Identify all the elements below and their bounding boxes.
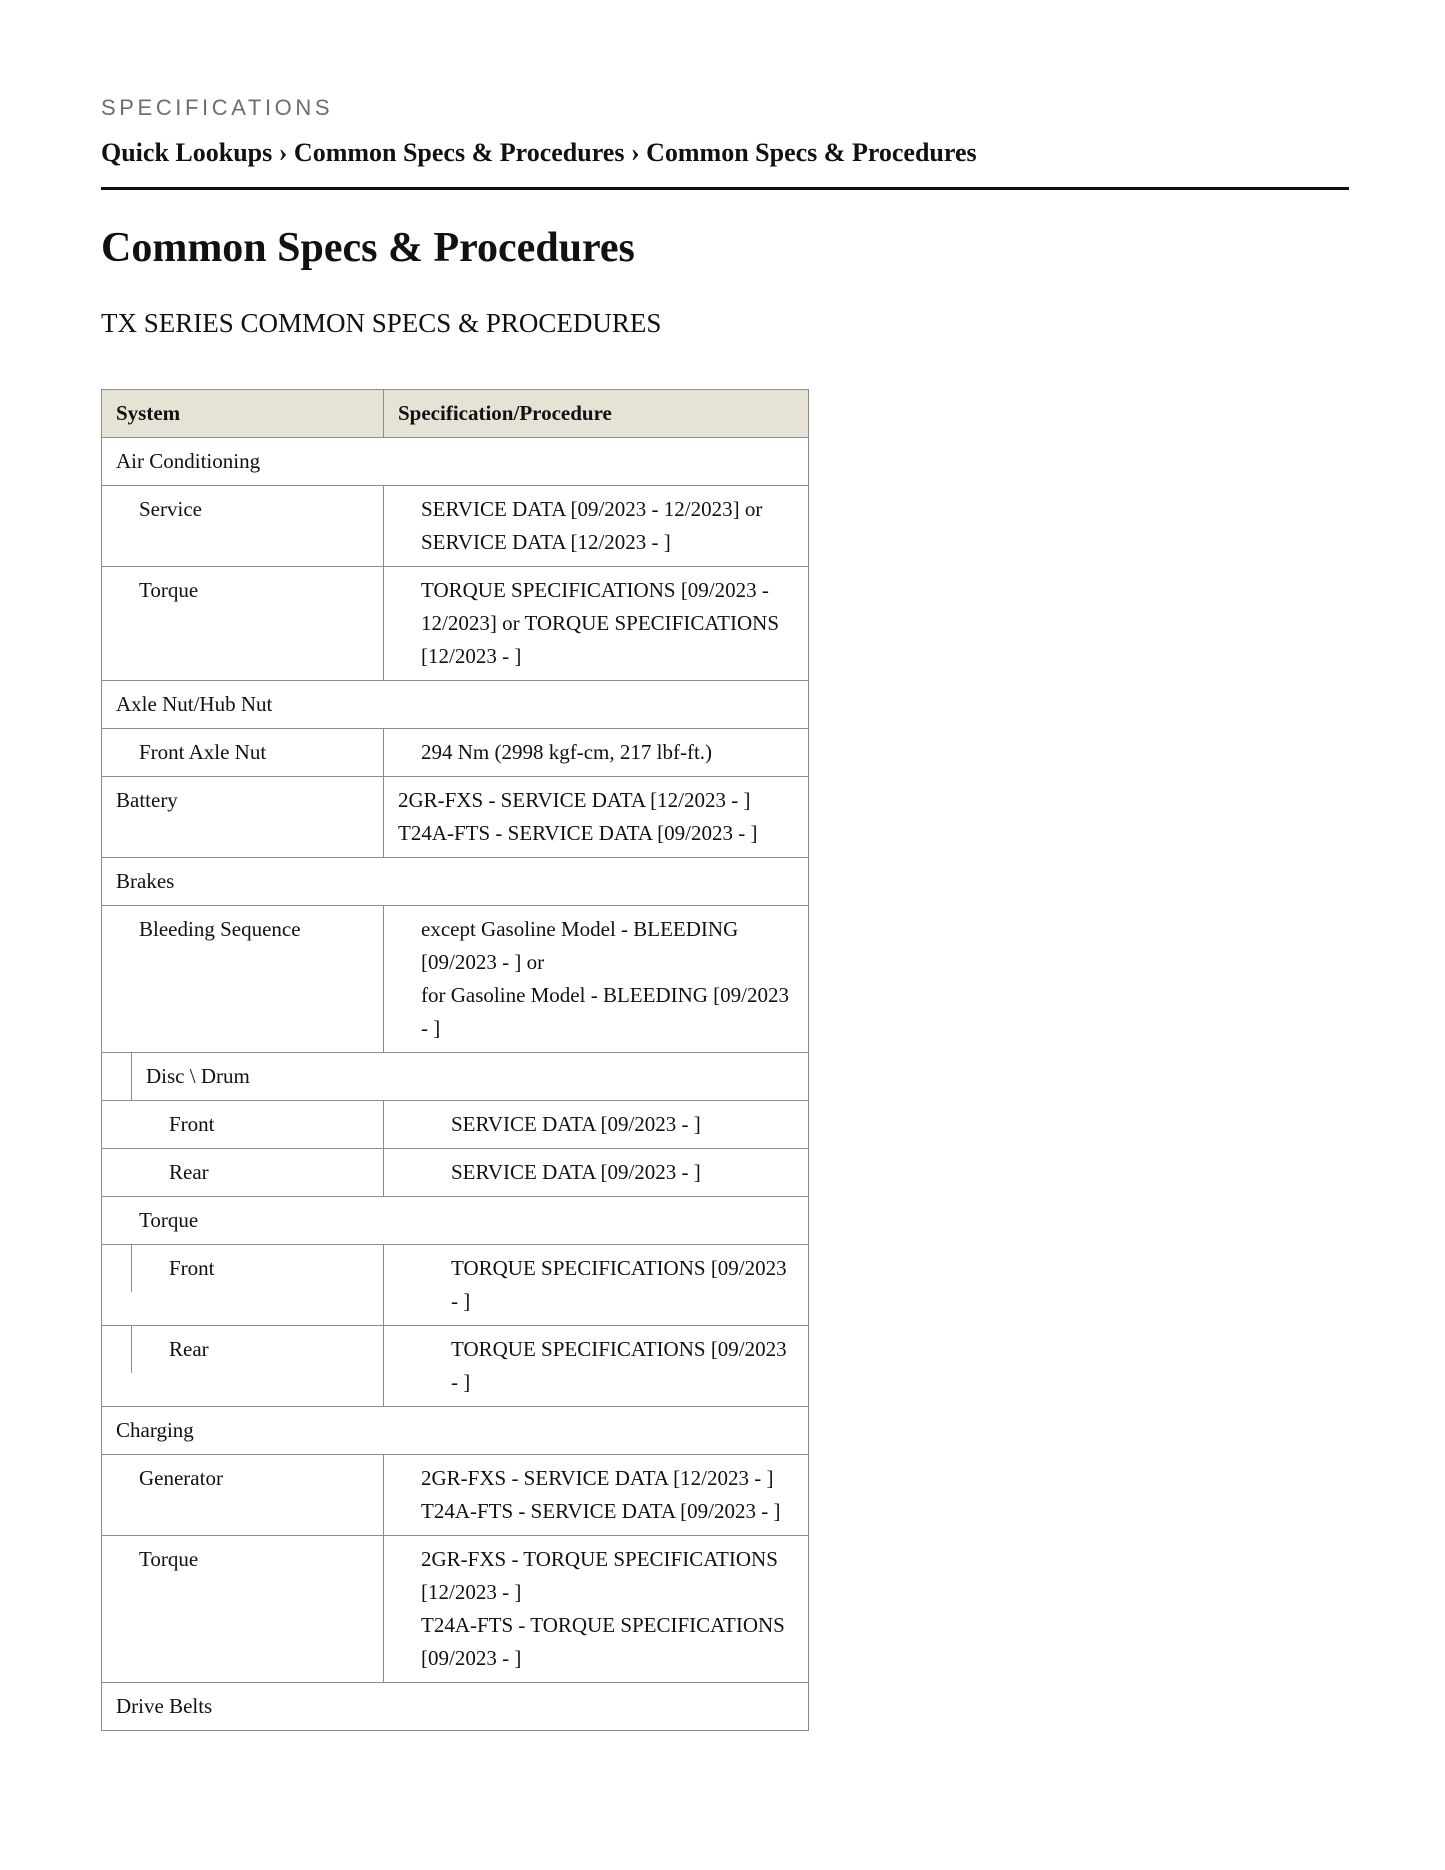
specification-cell	[384, 567, 809, 681]
table-body	[102, 438, 809, 1731]
breadcrumb-item-quick-lookups[interactable]: Quick Lookups	[101, 138, 273, 167]
system-cell	[102, 681, 809, 729]
specification-link[interactable]: SERVICE DATA [09/2023 - ]	[451, 1112, 701, 1136]
specification-link[interactable]: T24A-FTS - SERVICE DATA [09/2023 - ]	[398, 821, 758, 845]
system-label: Service	[139, 497, 202, 521]
breadcrumb	[101, 138, 1349, 168]
table-header-row	[102, 390, 809, 438]
table-row	[102, 1245, 809, 1326]
table-row	[102, 486, 809, 567]
specification-cell	[384, 777, 809, 858]
system-cell	[102, 858, 809, 906]
breadcrumb-item-current: Common Specs & Procedures	[646, 138, 977, 167]
system-label: Axle Nut/Hub Nut	[116, 692, 273, 716]
system-label: Torque	[139, 578, 199, 602]
specification-link[interactable]: T24A-FTS - SERVICE DATA [09/2023 - ]	[421, 1499, 781, 1523]
system-label: Disc \ Drum	[146, 1064, 250, 1088]
page-title: Common Specs & Procedures	[101, 225, 635, 271]
specification-cell	[384, 906, 809, 1053]
specification-link[interactable]: TORQUE SPECIFICATIONS [09/2023 - ]	[451, 1337, 787, 1394]
table-row	[102, 1455, 809, 1536]
table-row	[102, 1326, 809, 1407]
column-header-system: System	[102, 390, 384, 438]
system-label: Rear	[169, 1160, 209, 1184]
specification-link[interactable]: 2GR-FXS - SERVICE DATA [12/2023 - ]	[398, 788, 751, 812]
system-cell	[102, 438, 809, 486]
table-row	[102, 777, 809, 858]
specification-cell	[384, 1326, 809, 1407]
specification-link[interactable]: TORQUE SPECIFICATIONS [09/2023 - ]	[451, 1256, 787, 1313]
specification-link[interactable]: except Gasoline Model - BLEEDING [09/2023 - ] or	[421, 917, 739, 974]
table-group-row	[102, 1683, 809, 1731]
system-cell	[102, 1149, 384, 1197]
table-row	[102, 1101, 809, 1149]
table-row	[102, 1149, 809, 1197]
system-label: Bleeding Sequence	[139, 917, 301, 941]
specification-link[interactable]: 2GR-FXS - SERVICE DATA [12/2023 - ]	[421, 1466, 774, 1490]
table-group-row	[102, 1053, 809, 1101]
indent-bar	[102, 1245, 132, 1292]
table-row	[102, 906, 809, 1053]
system-cell	[102, 729, 384, 777]
section-eyebrow: SPECIFICATIONS	[101, 95, 334, 120]
system-label: Front Axle Nut	[139, 740, 267, 764]
table-group-row	[102, 858, 809, 906]
system-label: Charging	[116, 1418, 194, 1442]
table-group-row	[102, 1197, 809, 1245]
specification-cell	[384, 1245, 809, 1326]
system-label: Rear	[169, 1337, 209, 1361]
system-label: Torque	[139, 1208, 199, 1232]
system-cell	[102, 1053, 809, 1101]
system-cell	[102, 777, 384, 858]
specification-cell	[384, 1149, 809, 1197]
system-cell	[102, 1197, 809, 1245]
system-label: Generator	[139, 1466, 223, 1490]
header-divider	[101, 187, 1349, 190]
system-cell	[102, 1683, 809, 1731]
specification-link[interactable]: SERVICE DATA [12/2023 - ]	[421, 530, 671, 554]
system-label: Brakes	[116, 869, 175, 893]
system-cell	[102, 486, 384, 567]
indent-bar	[102, 1326, 132, 1373]
system-cell	[102, 1455, 384, 1536]
indent-bar	[102, 1053, 132, 1100]
specification-link[interactable]: TORQUE SPECIFICATIONS [09/2023 - 12/2023] or TORQUE SPECIFICATIONS [12/2023 - ]	[421, 578, 780, 668]
system-label: Air Conditioning	[116, 449, 261, 473]
system-cell	[102, 567, 384, 681]
breadcrumb-separator: ›	[278, 138, 288, 167]
system-cell	[102, 906, 384, 1053]
system-label: Battery	[116, 788, 178, 812]
page-subtitle: TX SERIES COMMON SPECS & PROCEDURES	[101, 308, 662, 338]
system-cell	[102, 1407, 809, 1455]
system-label: Front	[169, 1256, 215, 1280]
system-label: Drive Belts	[116, 1694, 213, 1718]
specification-link[interactable]: for Gasoline Model - BLEEDING [09/2023 - ]	[421, 983, 790, 1040]
specification-link[interactable]: 294 Nm (2998 kgf-cm, 217 lbf-ft.)	[421, 740, 713, 764]
specification-cell	[384, 486, 809, 567]
system-label: Torque	[139, 1547, 199, 1571]
specification-link[interactable]: SERVICE DATA [09/2023 - ]	[451, 1160, 701, 1184]
table-row	[102, 1536, 809, 1683]
system-label: Front	[169, 1112, 215, 1136]
system-cell	[102, 1245, 384, 1326]
system-cell	[102, 1101, 384, 1149]
table-group-row	[102, 681, 809, 729]
table-row	[102, 729, 809, 777]
specification-cell	[384, 729, 809, 777]
specification-link[interactable]: 2GR-FXS - TORQUE SPECIFICATIONS [12/2023 - ]	[421, 1547, 778, 1604]
specs-table	[101, 389, 809, 1731]
breadcrumb-separator: ›	[630, 138, 640, 167]
table-group-row	[102, 1407, 809, 1455]
column-header-specification: Specification/Procedure	[384, 390, 809, 438]
specification-link[interactable]: T24A-FTS - TORQUE SPECIFICATIONS [09/2023 - ]	[421, 1613, 785, 1670]
breadcrumb-item-common-specs[interactable]: Common Specs & Procedures	[293, 138, 625, 167]
table-row	[102, 567, 809, 681]
table-group-row	[102, 438, 809, 486]
specification-cell	[384, 1455, 809, 1536]
system-cell	[102, 1536, 384, 1683]
system-cell	[102, 1326, 384, 1407]
specification-cell	[384, 1536, 809, 1683]
specification-link[interactable]: SERVICE DATA [09/2023 - 12/2023] or	[421, 497, 763, 521]
specification-cell	[384, 1101, 809, 1149]
